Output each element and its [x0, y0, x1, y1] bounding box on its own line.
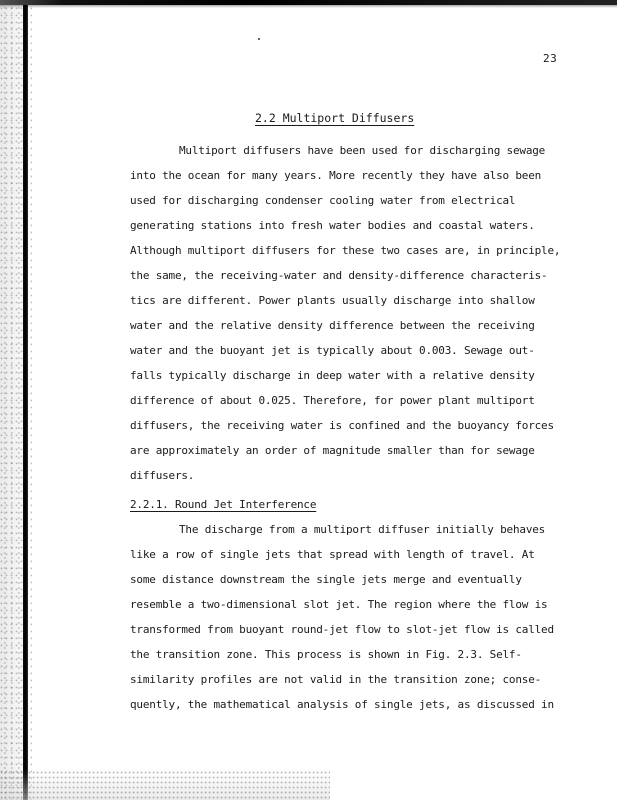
- paragraph-line: into the ocean for many years. More recently they have also been: [130, 169, 542, 182]
- paragraph-line: Multiport diffusers have been used for discharging sewage: [179, 144, 546, 157]
- scan-speck: [258, 38, 260, 40]
- paragraph-line: quently, the mathematical analysis of single jets, as discussed in: [130, 698, 554, 711]
- paragraph-line: are approximately an order of magnitude smaller than for sewage: [130, 444, 535, 457]
- paragraph-line: resemble a two-dimensional slot jet. The region where the flow is: [130, 598, 548, 611]
- paragraph-line: water and the relative density difference between the receiving: [130, 319, 535, 332]
- scan-top-border: [0, 0, 617, 5]
- paragraph-line: similarity profiles are not valid in the transition zone; conse-: [130, 673, 542, 686]
- paragraph-line: transformed from buoyant round-jet flow to slot-jet flow is called: [130, 623, 554, 636]
- paragraph-line: the transition zone. This process is shown in Fig. 2.3. Self-: [130, 648, 522, 661]
- paragraph-line: water and the buoyant jet is typically about 0.003. Sewage out-: [130, 344, 535, 357]
- paragraph-line: diffusers, the receiving water is confined and the buoyancy forces: [130, 419, 554, 432]
- paragraph-line: like a row of single jets that spread with length of travel. At: [130, 548, 535, 561]
- paragraph-line: generating stations into fresh water bodies and coastal waters.: [130, 219, 535, 232]
- paragraph-line: difference of about 0.025. Therefore, for power plant multiport: [130, 394, 535, 407]
- page-number: 23: [543, 52, 558, 65]
- paragraph-line: diffusers.: [130, 469, 195, 482]
- paragraph-line: Although multiport diffusers for these two cases are, in principle,: [130, 244, 561, 257]
- section-title: 2.2 Multiport Diffusers: [255, 111, 415, 125]
- paragraph-line: the same, the receiving-water and density-difference characteris-: [130, 269, 548, 282]
- paragraph-line: some distance downstream the single jets merge and eventually: [130, 573, 522, 586]
- scan-bottom-noise: [0, 770, 330, 800]
- paragraph-line: tics are different. Power plants usually discharge into shallow: [130, 294, 535, 307]
- subsection-title: 2.2.1. Round Jet Interference: [130, 498, 317, 511]
- paragraph-line: The discharge from a multiport diffuser initially behaves: [179, 523, 546, 536]
- paragraph-line: falls typically discharge in deep water with a relative density: [130, 369, 535, 382]
- scan-binding-shadow: [23, 0, 28, 800]
- paragraph-line: used for discharging condenser cooling water from electrical: [130, 194, 516, 207]
